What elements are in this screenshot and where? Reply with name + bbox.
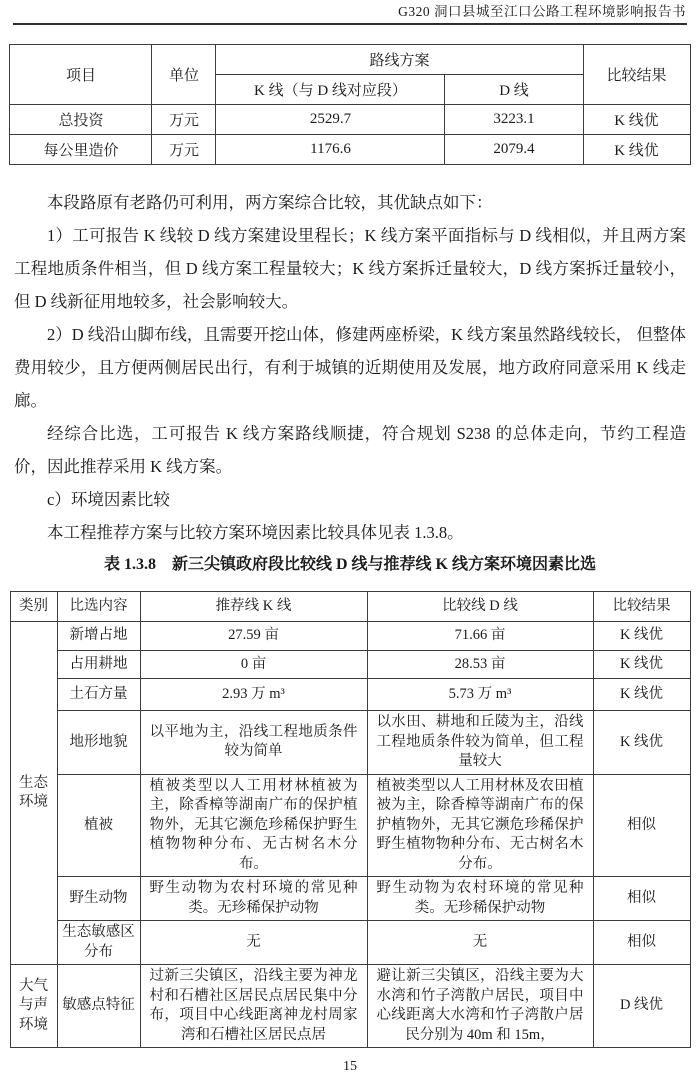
table-row [10, 135, 690, 165]
cell-d-value: 3223.1 [445, 105, 583, 135]
page-number: 15 [343, 1059, 357, 1074]
table-row [10, 965, 690, 1048]
table-row [10, 651, 690, 679]
cell-content: 新增占地 [57, 622, 140, 651]
env-factors-table [10, 591, 691, 1048]
cell-d-value: 2079.4 [445, 135, 583, 165]
col-header-content: 比选内容 [57, 592, 140, 622]
cell-result: 相似 [593, 921, 690, 965]
cell-unit: 万元 [152, 135, 216, 165]
cell-content: 地形地貌 [57, 711, 140, 775]
table-row [10, 921, 690, 965]
cell-d: 71.66 亩 [367, 622, 593, 651]
table-row [10, 622, 690, 651]
table-row [10, 774, 690, 877]
cell-k: 27.59 亩 [140, 622, 367, 651]
cell-k: 2.93 万 m³ [140, 679, 367, 711]
col-header-d-line: D 线 [445, 75, 583, 105]
cell-result: K 线优 [593, 622, 690, 651]
cell-d: 28.53 亩 [367, 651, 593, 679]
cell-k: 以平地为主，沿线工程地质条件较为简单 [140, 711, 367, 775]
cell-k: 野生动物为农村环境的常见种类。无珍稀保护动物 [140, 877, 367, 921]
cell-k: 植被类型以人工用材林植被为主，除香樟等湖南广布的保护植物外，无其它濒危珍稀保护野生植物物种分布、无古树名木分布。 [140, 774, 367, 877]
col-header-item: 项目 [10, 45, 152, 105]
cost-comparison-table [9, 44, 690, 165]
table-row [10, 877, 690, 921]
table-row [10, 105, 690, 135]
cell-result: 相似 [593, 877, 690, 921]
col-header-k-line: 推荐线 K 线 [140, 592, 367, 622]
paragraph-table-ref: 本工程推荐方案与比较方案环境因素比较具体见表 1.3.8。 [47, 523, 464, 542]
cell-k-value: 2529.7 [216, 105, 445, 135]
col-header-category: 类别 [10, 592, 57, 622]
cell-unit: 万元 [152, 105, 216, 135]
table-row [10, 679, 690, 711]
cell-result: D 线优 [593, 965, 690, 1048]
cell-d: 5.73 万 m³ [367, 679, 593, 711]
cell-result: K 线优 [593, 711, 690, 775]
col-header-unit: 单位 [152, 45, 216, 105]
paragraph-point-1: 1）工可报告 K 线较 D 线方案建设里程长；K 线方案平面指标与 D 线相似，并且两方案工程地质条件相当，但 D 线方案工程量较大；K 线方案拆迁量较大，D 线方案拆迁量较小，但 D 线新征用地较多，社会影响较大。 [14, 226, 686, 311]
cost-table-header-row-1 [10, 45, 690, 75]
paragraph-section-c: c）环境因素比较 [47, 490, 170, 509]
cell-result: 相似 [593, 774, 690, 877]
cell-item: 每公里造价 [10, 135, 152, 165]
cell-result: K 线优 [583, 105, 690, 135]
category-cell-ecology: 生态环境 [10, 622, 57, 965]
cell-item: 总投资 [10, 105, 152, 135]
cell-k: 无 [140, 921, 367, 965]
cell-content: 野生动物 [57, 877, 140, 921]
cell-k: 0 亩 [140, 651, 367, 679]
cell-result: K 线优 [583, 135, 690, 165]
cell-d: 无 [367, 921, 593, 965]
category-cell-air-noise: 大气与声环境 [10, 965, 57, 1048]
cell-content: 生态敏感区分布 [57, 921, 140, 965]
env-table-title: 表 1.3.8 新三尖镇政府段比较线 D 线与推荐线 K 线方案环境因素比选 [103, 556, 596, 573]
col-header-d-line: 比较线 D 线 [367, 592, 593, 622]
col-header-result: 比较结果 [583, 45, 690, 105]
env-table-header-row [10, 592, 690, 622]
page-footer [0, 1059, 700, 1075]
table-row [10, 711, 690, 775]
cell-result: K 线优 [593, 679, 690, 711]
cell-content: 占用耕地 [57, 651, 140, 679]
col-header-result: 比较结果 [593, 592, 690, 622]
cell-result: K 线优 [593, 651, 690, 679]
cell-d: 以水田、耕地和丘陵为主，沿线工程地质条件较为简单，但工程量较大 [367, 711, 593, 775]
paragraph-point-2: 2）D 线沿山脚布线，且需要开挖山体，修建两座桥梁，K 线方案虽然路线较长， 但整体费用较少，且方便两侧居民出行，有利于城镇的近期使用及发展，地方政府同意采用 K 线走廊。 [14, 325, 686, 410]
header-title: G320 洞口县城至江口公路工程环境影响报告书 [398, 4, 686, 19]
cell-k: 过新三尖镇区，沿线主要为神龙村和石槽社区居民点居民集中分布，项目中心线距离神龙村周家湾和石槽社区居民点居 [140, 965, 367, 1048]
col-header-route-group: 路线方案 [216, 45, 583, 75]
cell-d: 避让新三尖镇区，沿线主要为大水湾和竹子湾散户居民，项目中心线距离大水湾和竹子湾散户居民分别为 40m 和 15m， [367, 965, 593, 1048]
col-header-k-line: K 线（与 D 线对应段） [216, 75, 445, 105]
cell-content: 植被 [57, 774, 140, 877]
page-header [13, 0, 687, 25]
cell-k-value: 1176.6 [216, 135, 445, 165]
paragraph-intro: 本段路原有老路仍可利用，两方案综合比较，其优缺点如下： [47, 193, 493, 212]
cell-d: 野生动物为农村环境的常见种类。无珍稀保护动物 [367, 877, 593, 921]
cell-content: 土石方量 [57, 679, 140, 711]
cell-d: 植被类型以人工用材林及农田植被为主，除香樟等湖南广布的保护植物外，无其它濒危珍稀保护野生植物物种分布、无古树名木分布。 [367, 774, 593, 877]
body-text [14, 186, 686, 549]
cell-content: 敏感点特征 [57, 965, 140, 1048]
paragraph-conclusion: 经综合比选，工可报告 K 线方案路线顺捷，符合规划 S238 的总体走向，节约工程造价，因此推荐采用 K 线方案。 [14, 424, 686, 476]
